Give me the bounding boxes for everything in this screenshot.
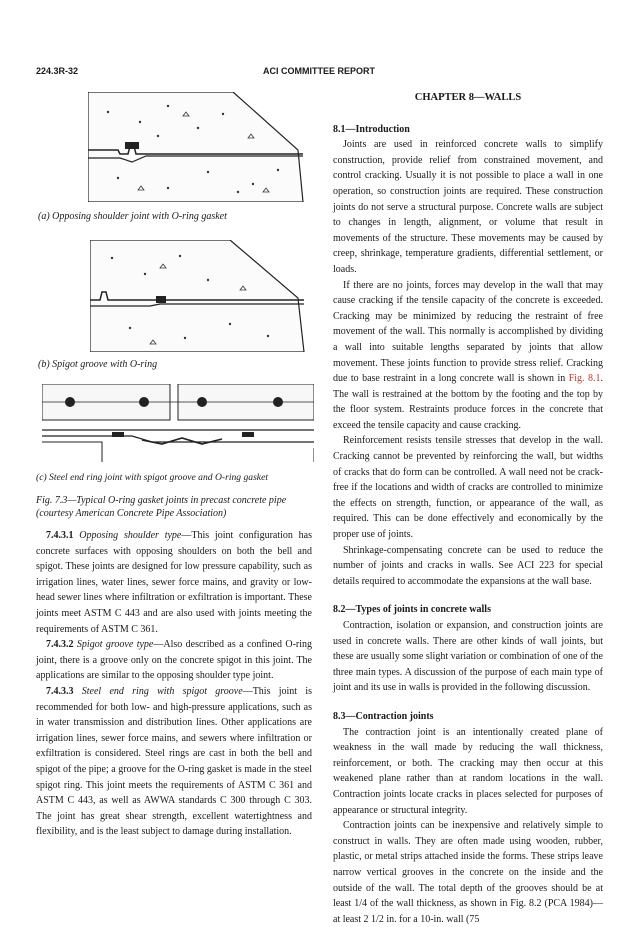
chapter-title: CHAPTER 8—WALLS (414, 92, 522, 103)
figure-reference-link[interactable]: Fig. 8.1 (568, 373, 601, 385)
figure-a-drawing (88, 92, 310, 202)
paragraph: Reinforcement resists tensile stresses that develop in the wall. Cracking cannot be prevented by reinforcing the wall, but widths of cracks that do form can be controlled. A wall need not be crack-free if the locations and width of cracks are controlled to minimize the effects on strength, function, or appearance of the wall, as required. This can be done effectively and economically by the proper use of joints. (333, 435, 603, 541)
figure-c-caption: (c) Steel end ring joint with spigot groove and O-ring gasket (36, 472, 268, 483)
figure-title: Fig. 7.3—Typical O-ring gasket joints in precast concrete pipe (courtesy American Concrete Pipe Association) (36, 495, 287, 519)
paragraph: Shrinkage-compensating concrete can be used to reduce the number of joints and cracks in walls. See ACI 223 for special details required to accommodate the expansions at the wall base. (333, 544, 603, 587)
figure-c-drawing (42, 384, 314, 462)
section-8-1-heading: 8.1—Introduction (333, 123, 410, 135)
paragraph: Joints are used in reinforced concrete walls to simplify construction, provide relief from constrained movement, and control cracking. Usually it is not possible to place a wall in one operation, so construction joints are required. These construction joints do not serve a structural purpose. Concrete walls are subject to changes in length, alignment, or volume that result in movements of the structure. These movements may be caused by creep, shrinkage, temperature gradients, differential settlement, or loads. (333, 139, 603, 275)
running-title: ACI COMMITTEE REPORT (263, 66, 375, 76)
section-8-3-heading: 8.3—Contraction joints (333, 710, 434, 722)
figure-b-drawing (90, 240, 312, 352)
paragraph-7-4-3-3: 7.4.3.3 Steel end ring with spigot groove—This joint is recommended for both low- and high-pressure applications, such as in water transmission and distribution lines. Other applications are irrigation lines, sewer force mains, and sewers where infiltration or exfiltration is considered. Steel rings are cast in both the bell and spigot of the pipe; a groove for the O-ring gasket is made in the steel spigot ring. This joint meets the requirements of ASTM C 361 and ASTM C 443, as well as AWWA standards C 300 through C 303. The joint has great shear strength, excellent watertightness and flexibility, and is the least subject to damage during installation. (36, 685, 312, 838)
figure-a-caption: (a) Opposing shoulder joint with O-ring gasket (38, 211, 227, 222)
page-number: 224.3R-32 (36, 66, 79, 76)
paragraph: If there are no joints, forces may develop in the wall that may cause cracking if the tensile capacity of the concrete is exceeded. Cracking may be minimized by reducing the restraint of free movement of the wall. This normally is accomplished by dividing a wall into suitable lengths separated by joints that allow movement. These joints function to provide stress relief. Cracking due to base restraint in a long concrete wall is shown in Fig. 8.1. The wall is restrained at the bottom by the footing and the top by the floor system. Restraints produce forces in the concrete that exceed the tensile capacity and cause cracking. (333, 279, 604, 431)
paragraph: Contraction, isolation or expansion, and construction joints are used in concrete walls. There are other kinds of wall joints, but these are usually some slight variation or combination of one of the three main types. A discussion of the purpose of each main type of joint and its use in walls is provided in the following discussion. (333, 620, 603, 694)
left-column (36, 528, 312, 840)
section-8-2-heading: 8.2—Types of joints in concrete walls (333, 604, 491, 616)
figure-b-caption: (b) Spigot groove with O-ring (38, 359, 158, 370)
paragraph: Contraction joints can be inexpensive and relatively simple to construct in walls. They are often made using wooden, rubber, plastic, or metal strips attached inside the forms. These strips leave narrow vertical grooves in the concrete on the inside and the outside of the wall. The total depth of the grooves should be at least 1/4 of the wall thickness, as shown in Fig. 8.2 (PCA 1984)—at least 2 1/2 in. for a 10-in. wall (75 (333, 820, 603, 925)
right-column (333, 90, 603, 927)
paragraph-7-4-3-2: 7.4.3.2 Spigot groove type—Also described as a confined O-ring joint, there is a groove only on the concrete spigot in this joint. The applications are similar to the opposing shoulder type joint. (36, 639, 313, 682)
paragraph: The contraction joint is an intentionally created plane of weakness in the wall made by reducing the wall thickness, reinforcement, or both. The cracking may then occur at this weakened plane rather than at random locations in the wall. Contraction joints locate cracks in places selected for purposes of appearance or structural integrity. (333, 726, 603, 816)
paragraph-7-4-3-1: 7.4.3.1 Opposing shoulder type—This joint configuration has concrete surfaces with opposing shoulders on both the bell and spigot. These joints are designed for low pressure capability, such as irrigation lines, water lines, sewer force mains, and gravity or low-head sewer lines where infiltration or exfiltration is important. These joints meet ASTM C 443 and are also used with joints meeting the requirements of ASTM C 361. (36, 530, 313, 635)
